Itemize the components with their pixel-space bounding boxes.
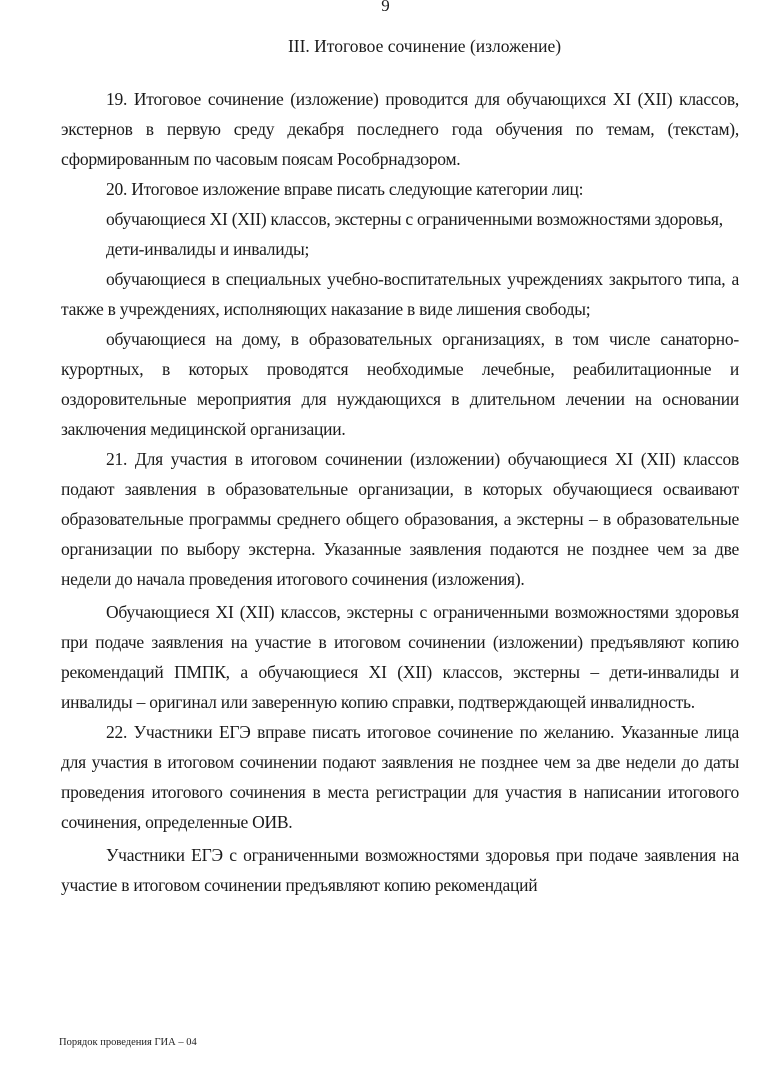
list-item: обучающиеся XI (XII) классов, экстерны с ограниченными возможностями здоровья, [106,209,723,229]
paragraph-21: 21. Для участия в итоговом сочинении (изложении) обучающиеся XI (XII) классов подают заявления в образовательные организации, в которых обучающиеся осваивают образовательные программы среднего общего образования, а экстерны – в образовательные организации по выбору экстерна. Указанные заявления подаются не позднее чем за две недели до начала проведения итогового сочинения (изложения). [61,449,739,589]
paragraph-22: 22. Участники ЕГЭ вправе писать итоговое сочинение по желанию. Указанные лица для участия в итоговом сочинении подают заявления не позднее чем за две недели до даты проведения итогового сочинения в места регистрации для участия в написании итогового сочинения, определенные ОИВ. [61,722,739,832]
paragraph-21-continuation: Обучающиеся XI (XII) классов, экстерны с ограниченными возможностями здоровья при подаче заявления на участие в итоговом сочинении (изложении) предъявляют копию рекомендаций ПМПК, а обучающиеся XI (XII) классов, экстерны – дети-инвалиды и инвалиды – оригинал или заверенную копию справки, подтверждающей инвалидность. [61,602,739,712]
list-item: обучающиеся на дому, в образовательных организациях, в том числе санаторно-курортных, в которых проводятся необходимые лечебные, реабилитационные и оздоровительные мероприятия для нуждающихся в длительном лечении на основании заключения медицинской организации. [61,329,739,439]
document-body [61,76,739,900]
page-footer: Порядок проведения ГИА – 04 [59,1037,197,1048]
paragraph-20: 20. Итоговое изложение вправе писать следующие категории лиц: [106,179,584,199]
paragraph-19: 19. Итоговое сочинение (изложение) проводится для обучающихся XI (XII) классов, экстернов в первую среду декабря последнего года обучения по темам, (текстам), сформированным по часовым поясам Рособрнадзором. [61,89,739,169]
section-title: III. Итоговое сочинение (изложение) [287,36,562,56]
list-item: дети-инвалиды и инвалиды; [106,239,310,259]
paragraph-22-continuation: Участники ЕГЭ с ограниченными возможностями здоровья при подаче заявления на участие в итоговом сочинении предъявляют копию рекомендаций [61,845,739,895]
list-item: обучающиеся в специальных учебно-воспитательных учреждениях закрытого типа, а также в учреждениях, исполняющих наказание в виде лишения свободы; [61,269,739,319]
page-number: 9 [381,0,390,15]
